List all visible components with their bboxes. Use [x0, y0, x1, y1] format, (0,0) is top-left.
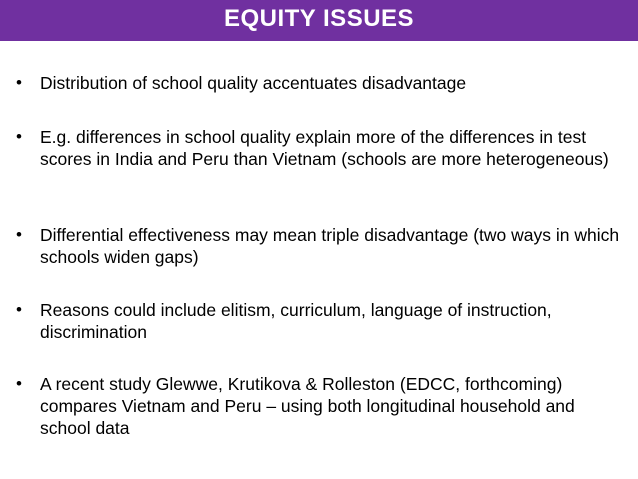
- bullet-dot-icon: •: [16, 225, 22, 244]
- bullet-dot-icon: •: [16, 300, 22, 319]
- bullet-dot-icon: •: [16, 73, 22, 92]
- bullet-text: Distribution of school quality accentuates disadvantage: [40, 73, 467, 93]
- bullet-text: A recent study Glewwe, Krutikova & Rolleston (EDCC, forthcoming) compares Vietnam and Peru – using both longitudinal household and school data: [40, 374, 575, 438]
- bullet-text: E.g. differences in school quality explain more of the differences in test scores in India and Peru than Vietnam (schools are more heterogeneous): [40, 127, 609, 169]
- slide-title: EQUITY ISSUES: [223, 4, 415, 32]
- bullet-text: Differential effectiveness may mean triple disadvantage (two ways in which schools widen gaps): [40, 225, 620, 267]
- title-bar: [0, 0, 638, 41]
- bullet-dot-icon: •: [16, 127, 22, 146]
- bullet-text: Reasons could include elitism, curriculum, language of instruction, discrimination: [40, 300, 552, 342]
- bullet-dot-icon: •: [16, 374, 22, 393]
